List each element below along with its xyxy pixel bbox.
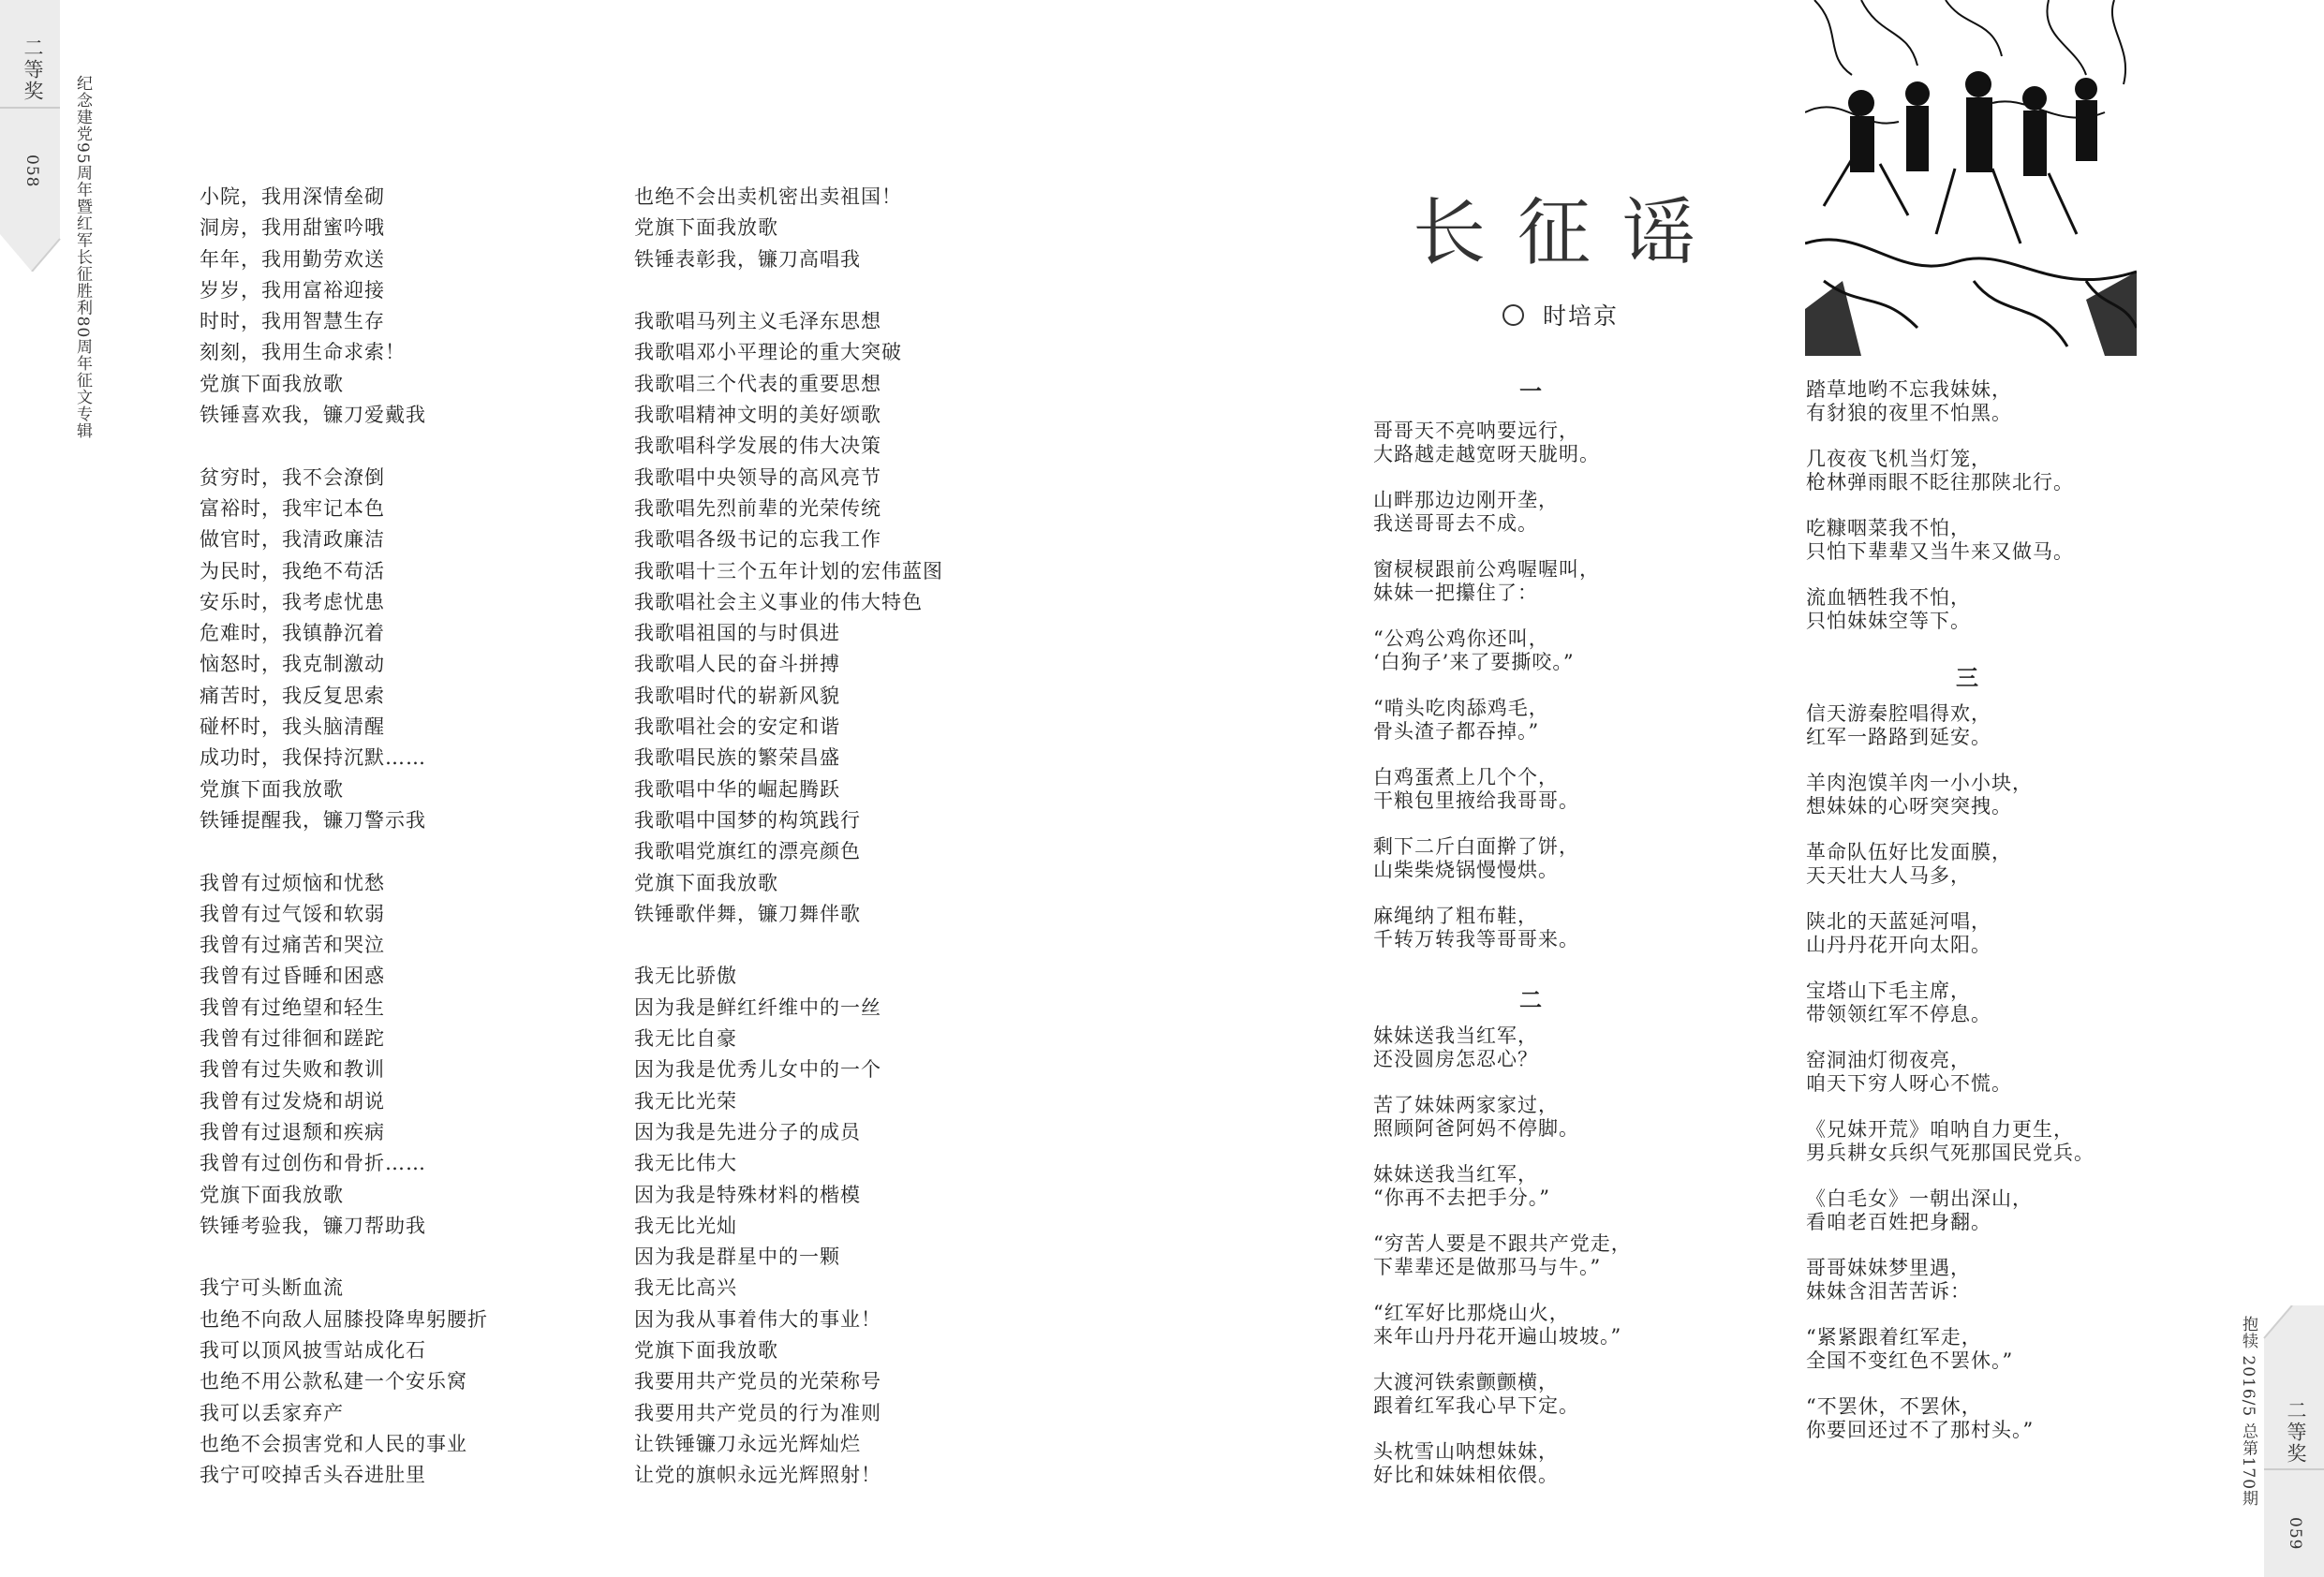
stanza (1806, 586, 1971, 633)
poem-line: 铁锤考验我，镰刀帮助我 (200, 1214, 426, 1237)
stanza-line: 还没圆房怎忍心？ (1373, 1048, 1538, 1070)
poem-line: 因为我是优秀儿女中的一个 (634, 1058, 881, 1082)
stanza-line: 咱天下穷人呀心不慌。 (1806, 1072, 2012, 1095)
poem-line: 富裕时，我牢记本色 (200, 496, 385, 520)
poem-line: 我歌唱民族的繁荣昌盛 (634, 746, 840, 770)
poem-line: 我曾有过气馁和软弱 (200, 902, 385, 925)
poem-line: 我歌唱党旗红的漂亮颜色 (634, 840, 861, 863)
poem-line: 党旗下面我放歌 (634, 1338, 778, 1362)
stanza-line: 好比和妹妹相依偎。 (1373, 1464, 1559, 1486)
stanza-line: ‘白狗子’来了要撕咬。” (1373, 651, 1575, 673)
series-title: 纪念建党95周年暨红军长征胜利80周年征文专辑 (73, 75, 92, 440)
poem-line: 我歌唱祖国的与时俱进 (634, 622, 840, 645)
stanza-line: 革命队伍好比发面膜， (1806, 841, 2012, 863)
poem-line: 也绝不用公款私建一个安乐窝 (200, 1370, 467, 1393)
stanza (1373, 1440, 1559, 1487)
stanza-line: “穷苦人要是不跟共产党走， (1373, 1232, 1632, 1255)
poem-line: 我歌唱三个代表的重要思想 (634, 372, 881, 395)
poem-line: 党旗下面我放歌 (200, 1183, 344, 1206)
stanza (1806, 448, 2074, 494)
stanza-line: 信天游秦腔唱得欢， (1806, 702, 1991, 725)
poem-line: 我宁可头断血流 (200, 1276, 344, 1300)
stanza-line: 来年山丹丹花开遍山坡坡。” (1373, 1325, 1622, 1348)
poem-line: 恼怒时，我克制激动 (200, 653, 385, 676)
poem-line: 因为我从事着伟大的事业！ (634, 1307, 881, 1331)
poem-line: 也绝不会出卖机密出卖祖国！ (634, 185, 902, 208)
stanza (1806, 910, 1991, 957)
poem-line: 我曾有过烦恼和忧愁 (200, 871, 385, 894)
stanza-line: “你再不去把手分。” (1373, 1186, 1550, 1209)
stanza-line: 陕北的天蓝延河唱， (1806, 910, 1991, 933)
poem-line: 铁锤歌伴舞，镰刀舞伴歌 (634, 902, 861, 925)
poem-line: 我曾有过发烧和胡说 (200, 1089, 385, 1113)
poem-line (634, 930, 943, 961)
stanza-line: 妹妹含泪苦苦诉： (1806, 1280, 1971, 1303)
stanza-line: 大路越走越宽呀天胧明。 (1373, 443, 1600, 465)
section-three-heading: 三 (1956, 664, 1978, 691)
byline-circle-icon (1502, 304, 1524, 326)
stanza (1373, 1024, 1538, 1071)
poem-line: 我无比自豪 (634, 1027, 737, 1051)
section-one-heading: 一 (1519, 377, 1542, 405)
poem-line: 我歌唱精神文明的美好颂歌 (634, 404, 881, 427)
poem-line: 我无比骄傲 (634, 965, 737, 988)
stanza-line: 山丹丹花开向太阳。 (1806, 934, 1991, 956)
stanza (1373, 1094, 1579, 1141)
stanza-line: 枪林弹雨眼不眨往那陕北行。 (1806, 471, 2074, 494)
poem-line: 我可以顶风披雪站成化石 (200, 1338, 426, 1362)
poem-line (200, 836, 488, 867)
stanza (1373, 1163, 1550, 1210)
stanza-line: 头枕雪山呐想妹妹， (1373, 1440, 1559, 1463)
poem-line: 我歌唱科学发展的伟大决策 (634, 435, 881, 458)
stanza-line: “红军好比那烧山火， (1373, 1302, 1570, 1324)
stanza-line: 千转万转我等哥哥来。 (1373, 928, 1579, 951)
poem-line: 我无比伟大 (634, 1152, 737, 1175)
poem-line: 我歌唱马列主义毛泽东思想 (634, 310, 881, 333)
stanza-line: 妹妹送我当红军， (1373, 1163, 1538, 1186)
poem-line: 岁岁，我用富裕迎接 (200, 278, 385, 302)
poem-line: 贫穷时，我不会潦倒 (200, 465, 385, 489)
stanza-line: 天天壮大人马多， (1806, 864, 1971, 887)
poem-line: 刻刻，我用生命求索！ (200, 341, 406, 364)
stanza (1373, 1371, 1579, 1418)
stanza-line: 妹妹一把攥住了： (1373, 582, 1538, 604)
stanza-line: 男兵耕女兵织气死那国民党兵。 (1806, 1142, 2095, 1164)
journal-info: 抱犊 2016/5 总第170期 (2239, 1316, 2257, 1508)
stanza-line: 照顾阿爸阿妈不停脚。 (1373, 1117, 1579, 1140)
poem-line: 铁锤表彰我，镰刀高唱我 (634, 247, 861, 271)
poem-line (634, 275, 943, 306)
stanza (1806, 378, 2012, 425)
poem-line: 也绝不会损害党和人民的事业 (200, 1432, 467, 1455)
poem-line: 我要用共产党员的行为准则 (634, 1401, 881, 1424)
poem-line: 我无比光灿 (634, 1214, 737, 1237)
poem-line: 安乐时，我考虑忧患 (200, 590, 385, 613)
poem-line: 我曾有过痛苦和哭泣 (200, 934, 385, 957)
stanza-line: 骨头渣子都吞掉。” (1373, 720, 1540, 743)
poem-line: 党旗下面我放歌 (634, 871, 778, 894)
poem-line: 我曾有过失败和教训 (200, 1058, 385, 1082)
stanza-line: 你要回还过不了那村头。” (1806, 1419, 2035, 1441)
poem-line: 我歌唱社会的安定和谐 (634, 715, 840, 739)
stanza-line: 宝塔山下毛主席， (1806, 980, 1971, 1002)
stanza-line: 只怕下辈辈又当牛来又做马。 (1806, 540, 2074, 563)
stanza-line: 红军一路路到延安。 (1806, 726, 1991, 748)
stanza-line: 白鸡蛋煮上几个个， (1373, 766, 1559, 788)
stanza-line: 只怕妹妹空等下。 (1806, 610, 1971, 632)
stanza (1373, 489, 1559, 536)
stanza (1373, 905, 1579, 951)
stanza-line: 窗棂棂跟前公鸡喔喔叫， (1373, 558, 1600, 581)
poem-line: 我歌唱人民的奋斗拼搏 (634, 653, 840, 676)
stanza-line: 下辈辈还是做那马与牛。” (1373, 1256, 1602, 1278)
stanza-line: 带领领红军不停息。 (1806, 1003, 1991, 1025)
stanza (1806, 702, 1991, 749)
stanza-line: 窑洞油灯彻夜亮， (1806, 1049, 1971, 1071)
stanza-line: 哥哥妹妹梦里遇， (1806, 1257, 1971, 1279)
poem-line: 我歌唱时代的崭新风貌 (634, 684, 840, 707)
poem-line: 因为我是鲜红纤维中的一丝 (634, 995, 881, 1019)
stanza-line: “啃头吃肉舔鸡毛， (1373, 697, 1549, 719)
stanza (1373, 558, 1600, 605)
poem-line: 危难时，我镇静沉着 (200, 622, 385, 645)
poem-line: 为民时，我绝不苟活 (200, 559, 385, 582)
poem-line: 小院，我用深情垒砌 (200, 185, 385, 208)
poem-title: 长征谣 (1413, 191, 1728, 275)
stanza (1373, 627, 1575, 674)
poem-line: 我歌唱中央领导的高风亮节 (634, 465, 881, 489)
stanza-line: 几夜夜飞机当灯笼， (1806, 448, 1991, 470)
stanza (1806, 1395, 2034, 1442)
stanza-line: 看咱老百姓把身翻。 (1806, 1211, 1991, 1233)
left-page-number: 058 (22, 155, 41, 188)
poem-line: 我无比光荣 (634, 1089, 737, 1113)
right-tab-label: 二等奖 (2285, 1400, 2307, 1465)
poem-line (200, 431, 488, 462)
poem-line: 因为我是先进分子的成员 (634, 1120, 861, 1143)
poem-line: 时时，我用智慧生存 (200, 310, 385, 333)
stanza-line: 流血牺牲我不怕， (1806, 586, 1971, 609)
stanza (1806, 1118, 2095, 1165)
stanza (1806, 517, 2074, 564)
stanza-line: 全国不变红色不罢休。” (1806, 1349, 2014, 1372)
poem-line: 铁锤喜欢我，镰刀爱戴我 (200, 404, 426, 427)
stanza-line: 妹妹送我当红军， (1373, 1024, 1538, 1047)
stanza-line: 山畔那边边刚开垄， (1373, 489, 1559, 511)
poem-line: 我歌唱中国梦的构筑践行 (634, 808, 861, 832)
poem-line: 我曾有过绝望和轻生 (200, 995, 385, 1019)
poem-line: 因为我是特殊材料的楷模 (634, 1183, 861, 1206)
stanza (1373, 766, 1579, 813)
stanza (1806, 1326, 2013, 1373)
poem-line: 我曾有过徘徊和蹉跎 (200, 1027, 385, 1051)
poem-line: 我可以丢家弃产 (200, 1401, 344, 1424)
stanza-line: “不罢休，不罢休， (1806, 1395, 1982, 1418)
stanza-line: 麻绳纳了粗布鞋， (1373, 905, 1538, 927)
poem-line: 我歌唱邓小平理论的重大突破 (634, 341, 902, 364)
stanza-line: “紧紧跟着红军走， (1806, 1326, 1982, 1349)
poem-line: 我曾有过创伤和骨折…… (200, 1152, 426, 1175)
poem-line: 我歌唱中华的崛起腾跃 (634, 777, 840, 801)
poem-line: 成功时，我保持沉默…… (200, 746, 426, 770)
stanza (1373, 420, 1600, 466)
poem-line: 我歌唱先烈前辈的光荣传统 (634, 496, 881, 520)
stanza-line: 哥哥天不亮呐要远行， (1373, 420, 1579, 442)
poem-line: 党旗下面我放歌 (200, 777, 344, 801)
stanza (1806, 1187, 2033, 1234)
stanza (1806, 1257, 1971, 1304)
stanza (1806, 772, 2033, 818)
stanza-line: 山柴柴烧锅慢慢烘。 (1373, 859, 1559, 881)
poem-line: 洞房，我用甜蜜吟哦 (200, 216, 385, 240)
poem-line: 党旗下面我放歌 (200, 372, 344, 395)
poem-line: 我歌唱社会主义事业的伟大特色 (634, 590, 923, 613)
stanza-line: 我送哥哥去不成。 (1373, 512, 1538, 535)
stanza-line: 跟着红军我心早下定。 (1373, 1394, 1579, 1417)
poem-line: 年年，我用勤劳欢送 (200, 247, 385, 271)
poem-line: 铁锤提醒我，镰刀警示我 (200, 808, 426, 832)
author-name: 时培京 (1543, 302, 1620, 330)
poem-line: 我曾有过昏睡和困惑 (200, 965, 385, 988)
poem-line: 因为我是群星中的一颗 (634, 1245, 840, 1269)
poem-line: 我宁可咬掉舌头吞进肚里 (200, 1464, 426, 1487)
poem-line: 我要用共产党员的光荣称号 (634, 1370, 881, 1393)
poem-line: 也绝不向敌人屈膝投降卑躬腰折 (200, 1307, 488, 1331)
poem-line (200, 1242, 488, 1273)
poem-line: 碰杯时，我头脑清醒 (200, 715, 385, 739)
left-tab-label: 二等奖 (22, 37, 44, 102)
stanza (1373, 697, 1549, 744)
poem-column-2 (634, 182, 943, 1491)
stanza-line: 苦了妹妹两家家过， (1373, 1094, 1559, 1116)
stanza-line: 想妹妹的心呀突突拽。 (1806, 795, 2012, 818)
stanza-line: 《白毛女》一朝出深山， (1806, 1187, 2033, 1210)
stanza (1806, 1049, 2012, 1096)
poem-line: 党旗下面我放歌 (634, 216, 778, 240)
section-two-heading: 二 (1519, 986, 1542, 1013)
stanza (1373, 1302, 1621, 1349)
stanza-line: 《兄妹开荒》咱呐自力更生， (1806, 1118, 2074, 1141)
woodcut-illustration (1805, 0, 2137, 356)
author-byline (1502, 298, 1619, 332)
stanza-line: 羊肉泡馍羊肉一小小块， (1806, 772, 2033, 794)
poem-line: 我无比高兴 (634, 1276, 737, 1300)
poem-line: 我曾有过退颓和疾病 (200, 1120, 385, 1143)
poem-line: 做官时，我清政廉洁 (200, 528, 385, 552)
stanza-line: 踏草地哟不忘我妹妹， (1806, 378, 2012, 401)
poem-line: 痛苦时，我反复思索 (200, 684, 385, 707)
stanza (1806, 841, 2012, 888)
stanza (1373, 1232, 1632, 1279)
poem-line: 让党的旗帜永远光辉照射！ (634, 1464, 881, 1487)
stanza-line: 剩下二斤白面擀了饼， (1373, 835, 1579, 858)
stanza (1806, 980, 1991, 1026)
stanza (1373, 835, 1579, 882)
stanza-line: “公鸡公鸡你还叫， (1373, 627, 1549, 650)
stanza-line: 有豺狼的夜里不怕黑。 (1806, 402, 2012, 424)
stanza-line: 大渡河铁索颤颤横， (1373, 1371, 1559, 1393)
poem-line: 我歌唱各级书记的忘我工作 (634, 528, 881, 552)
right-page-number: 059 (2286, 1517, 2304, 1551)
poem-line: 我歌唱十三个五年计划的宏伟蓝图 (634, 559, 943, 582)
poem-column-1 (200, 182, 488, 1491)
poem-line: 让铁锤镰刀永远光辉灿烂 (634, 1432, 861, 1455)
stanza-line: 干粮包里掖给我哥哥。 (1373, 789, 1579, 812)
stanza-line: 吃糠咽菜我不怕， (1806, 517, 1971, 539)
